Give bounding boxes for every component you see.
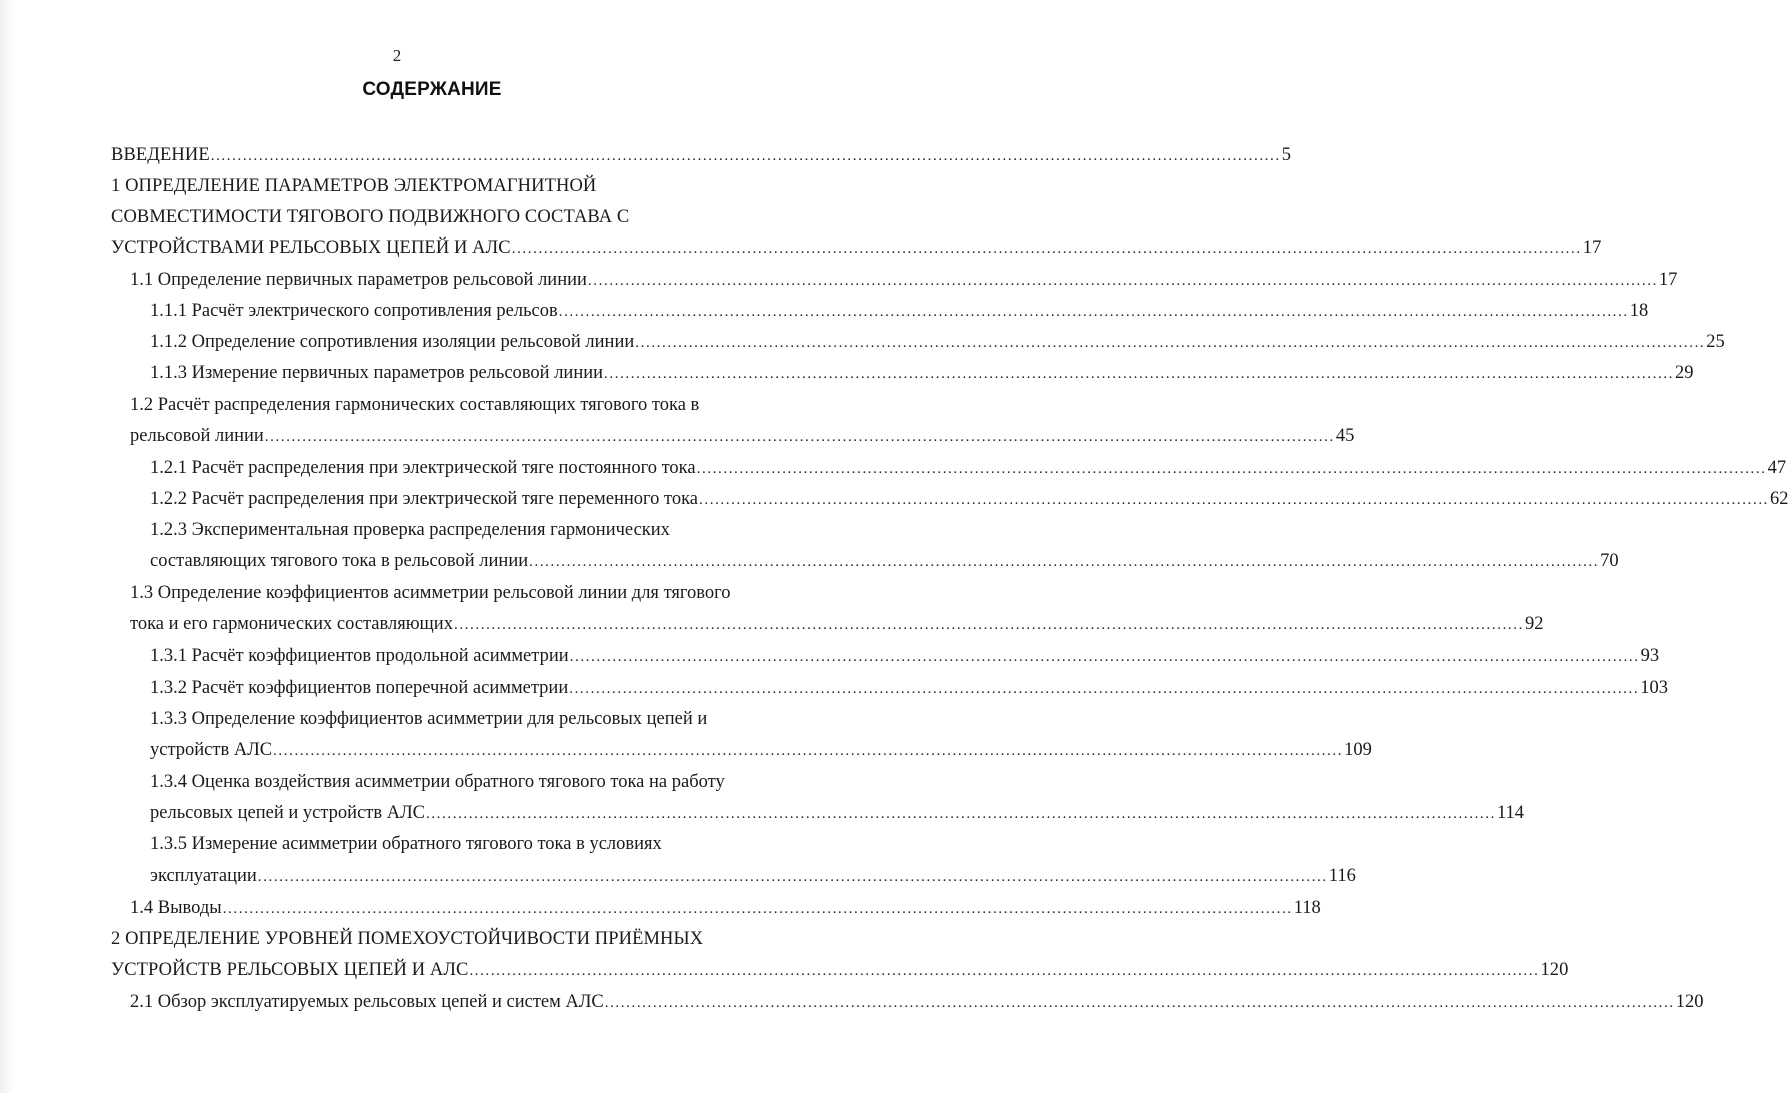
toc-leader-dots: ........................................................................................................................................................................................................ bbox=[222, 901, 1293, 917]
toc-leader-dots: ........................................................................................................................................................................................................ bbox=[469, 963, 1540, 979]
toc-entry-chapter-1-line-1[interactable] bbox=[111, 174, 759, 198]
toc-entry-1-1-2[interactable] bbox=[150, 330, 1725, 355]
toc-entry-text: рельсовой линии bbox=[130, 426, 264, 446]
toc-entry-page: 25 bbox=[1706, 332, 1725, 352]
toc-entry-text: 1.1.1 Расчёт электрического сопротивления рельсов bbox=[150, 301, 558, 321]
toc-entry-text: 1.2.2 Расчёт распределения при электрической тяге переменного тока bbox=[150, 489, 699, 509]
toc-entry-1-3-4-line-1[interactable] bbox=[150, 770, 759, 794]
toc-entry-1-3-5-line-2[interactable] bbox=[150, 864, 1356, 889]
toc-entry-page: 120 bbox=[1675, 992, 1704, 1012]
toc-entry-page: 17 bbox=[1582, 238, 1602, 258]
toc-leader-dots: ........................................................................................................................................................................................................ bbox=[425, 806, 1496, 822]
toc-entry-text: устройств АЛС bbox=[150, 740, 273, 760]
toc-entry-text: тока и его гармонических составляющих bbox=[130, 614, 453, 634]
toc-entry-text: 1.3.2 Расчёт коэффициентов поперечной асимметрии bbox=[150, 678, 569, 698]
toc-entry-page: 93 bbox=[1640, 646, 1660, 666]
toc-entry-1-3-2[interactable] bbox=[150, 676, 1668, 701]
toc-entry-text: 1.3.3 Определение коэффициентов асимметрии для рельсовых цепей и bbox=[150, 709, 708, 729]
toc-entry-page: 17 bbox=[1658, 270, 1678, 290]
toc-leader-dots: ........................................................................................................................................................................................................ bbox=[529, 554, 1600, 570]
toc-leader-dots: ........................................................................................................................................................................................................ bbox=[264, 429, 1335, 445]
toc-leader-dots: ........................................................................................................................................................................................................ bbox=[210, 148, 1281, 164]
toc-entry-1-2-line-2[interactable] bbox=[130, 424, 1355, 449]
toc-entry-page: 5 bbox=[1281, 145, 1292, 165]
toc-leader-dots: ........................................................................................................................................................................................................ bbox=[558, 304, 1629, 320]
toc-entry-text: 1.4 Выводы bbox=[130, 898, 222, 918]
toc-entry-1-2-line-1[interactable] bbox=[130, 393, 759, 417]
toc-leader-dots: ........................................................................................................................................................................................................ bbox=[635, 335, 1706, 351]
toc-entry-text: 1.1 Определение первичных параметров рельсовой линии bbox=[130, 270, 587, 290]
toc-entry-text: УСТРОЙСТВ РЕЛЬСОВЫХ ЦЕПЕЙ И АЛС bbox=[111, 960, 469, 980]
toc-entry-text: 1.3.4 Оценка воздействия асимметрии обратного тягового тока на работу bbox=[150, 772, 725, 792]
toc-entry-page: 45 bbox=[1335, 426, 1355, 446]
toc-entry-1-1-3[interactable] bbox=[150, 361, 1694, 386]
toc-entry-1-3-1[interactable] bbox=[150, 644, 1660, 669]
toc-entry-1-1[interactable] bbox=[130, 268, 1678, 293]
toc-entry-text: эксплуатации bbox=[150, 866, 257, 886]
toc-entry-1-3-5-line-1[interactable] bbox=[150, 832, 759, 856]
page-number: 2 bbox=[392, 46, 402, 65]
toc-entry-text: УСТРОЙСТВАМИ РЕЛЬСОВЫХ ЦЕПЕЙ И АЛС bbox=[111, 238, 511, 258]
toc-entry-page: 116 bbox=[1328, 866, 1356, 886]
toc-entry-text: 1.3.1 Расчёт коэффициентов продольной асимметрии bbox=[150, 646, 569, 666]
toc-entry-1-2-2[interactable] bbox=[150, 487, 1789, 512]
toc-entry-1-3-4-line-2[interactable] bbox=[150, 801, 1525, 826]
toc-entry-text: 1.1.3 Измерение первичных параметров рельсовой линии bbox=[150, 363, 604, 383]
toc-entry-text: ВВЕДЕНИЕ bbox=[111, 145, 210, 165]
toc-leader-dots: ........................................................................................................................................................................................................ bbox=[273, 743, 1344, 759]
toc-entry-page: 114 bbox=[1496, 803, 1525, 823]
toc-entry-chapter-2-line-1[interactable] bbox=[111, 927, 759, 951]
toc-leader-dots: ........................................................................................................................................................................................................ bbox=[257, 869, 1328, 885]
toc-entry-1-2-1[interactable] bbox=[150, 456, 1787, 481]
toc-entry-text: СОВМЕСТИМОСТИ ТЯГОВОГО ПОДВИЖНОГО СОСТАВА С bbox=[111, 207, 630, 227]
toc-entry-1-2-3-line-1[interactable] bbox=[150, 518, 759, 542]
toc-entry-chapter-2-line-2[interactable] bbox=[111, 958, 1569, 983]
toc-entry-1-3-line-1[interactable] bbox=[130, 581, 759, 605]
toc-entry-1-3-3-line-1[interactable] bbox=[150, 707, 759, 731]
toc-entry-page: 120 bbox=[1540, 960, 1569, 980]
toc-leader-dots: ........................................................................................................................................................................................................ bbox=[569, 649, 1640, 665]
toc-entry-introduction[interactable] bbox=[111, 143, 1292, 168]
toc-leader-dots: ........................................................................................................................................................................................................ bbox=[453, 617, 1524, 633]
toc-entry-2-1[interactable] bbox=[130, 990, 1704, 1015]
toc-entry-page: 109 bbox=[1344, 740, 1372, 760]
toc-leader-dots: ........................................................................................................................................................................................................ bbox=[511, 241, 1582, 257]
toc-entry-page: 118 bbox=[1293, 898, 1321, 918]
toc-entry-chapter-1-line-3[interactable] bbox=[111, 236, 1602, 261]
toc-entry-1-2-3-line-2[interactable] bbox=[150, 549, 1619, 574]
toc-entry-1-3-3-line-2[interactable] bbox=[150, 738, 1372, 763]
toc-entry-text: составляющих тягового тока в рельсовой линии bbox=[150, 551, 529, 571]
toc-entry-text: 1.2 Расчёт распределения гармонических составляющих тягового тока в bbox=[130, 395, 700, 415]
toc-entry-text: 1.3 Определение коэффициентов асимметрии рельсовой линии для тягового bbox=[130, 583, 731, 603]
toc-entry-text: 1 ОПРЕДЕЛЕНИЕ ПАРАМЕТРОВ ЭЛЕКТРОМАГНИТНОЙ bbox=[111, 176, 597, 196]
toc-entry-page: 103 bbox=[1640, 678, 1668, 698]
toc-entry-text: 1.2.1 Расчёт распределения при электрической тяге постоянного тока bbox=[150, 458, 696, 478]
toc-leader-dots: ........................................................................................................................................................................................................ bbox=[604, 995, 1675, 1011]
toc-entry-text: 2.1 Обзор эксплуатируемых рельсовых цепей и систем АЛС bbox=[130, 992, 604, 1012]
toc-leader-dots: ........................................................................................................................................................................................................ bbox=[587, 273, 1658, 289]
toc-entry-chapter-1-line-2[interactable] bbox=[111, 205, 759, 229]
toc-entry-1-3-line-2[interactable] bbox=[130, 612, 1544, 637]
toc-entry-text: 1.3.5 Измерение асимметрии обратного тягового тока в условиях bbox=[150, 834, 662, 854]
toc-entry-1-4[interactable] bbox=[130, 896, 1321, 921]
toc-entry-text: 1.1.2 Определение сопротивления изоляции рельсовой линии bbox=[150, 332, 635, 352]
toc-leader-dots: ........................................................................................................................................................................................................ bbox=[696, 461, 1767, 477]
toc-leader-dots: ........................................................................................................................................................................................................ bbox=[604, 366, 1675, 382]
toc-entry-text: 2 ОПРЕДЕЛЕНИЕ УРОВНЕЙ ПОМЕХОУСТОЙЧИВОСТИ ПРИЁМНЫХ bbox=[111, 929, 704, 949]
toc-entry-page: 18 bbox=[1629, 301, 1649, 321]
toc-entry-page: 92 bbox=[1524, 614, 1544, 634]
toc-leader-dots: ........................................................................................................................................................................................................ bbox=[569, 681, 1640, 697]
toc-entry-page: 47 bbox=[1767, 458, 1787, 478]
toc-entry-1-1-1[interactable] bbox=[150, 299, 1649, 324]
toc-entry-text: рельсовых цепей и устройств АЛС bbox=[150, 803, 425, 823]
toc-entry-page: 62 bbox=[1770, 489, 1789, 509]
toc-entry-text: 1.2.3 Экспериментальная проверка распределения гармонических bbox=[150, 520, 670, 540]
toc-entry-page: 29 bbox=[1675, 363, 1694, 383]
toc-entry-page: 70 bbox=[1600, 551, 1619, 571]
toc-leader-dots: ........................................................................................................................................................................................................ bbox=[699, 492, 1770, 508]
page-title: СОДЕРЖАНИЕ bbox=[362, 79, 502, 100]
